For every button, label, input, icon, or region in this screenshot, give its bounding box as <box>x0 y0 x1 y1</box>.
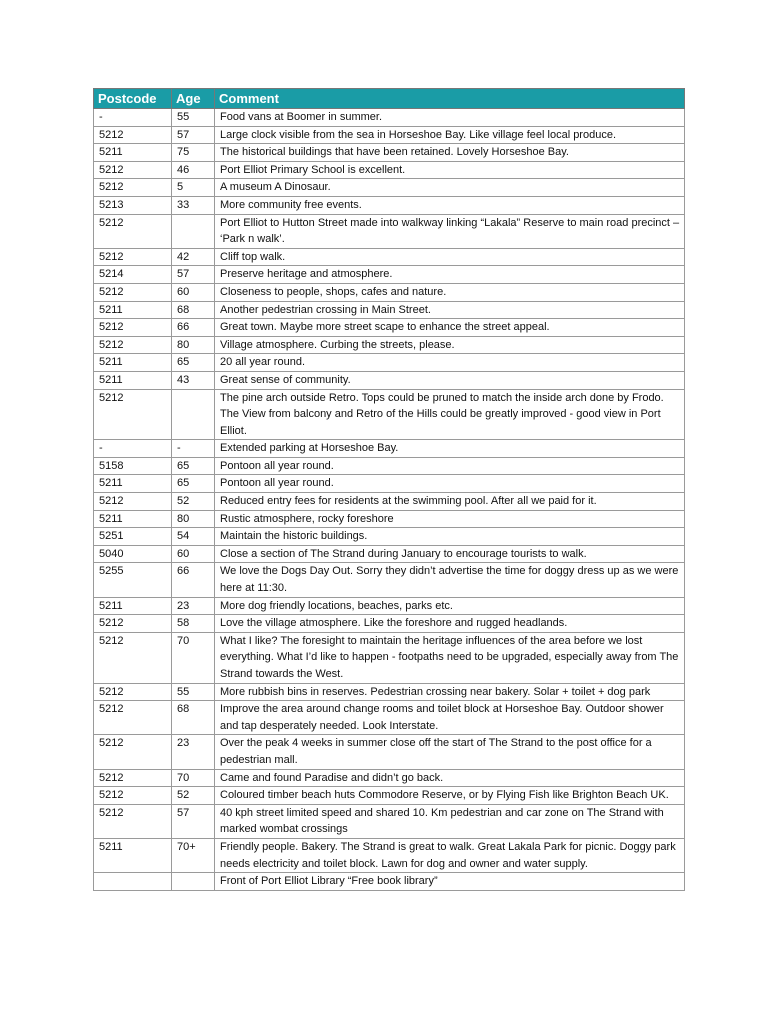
postcode-cell: 5211 <box>94 597 172 615</box>
comment-cell: Pontoon all year round. <box>215 457 685 475</box>
postcode-header: Postcode <box>94 89 172 109</box>
table-row <box>94 769 685 787</box>
comment-cell: What I like? The foresight to maintain the heritage influences of the area before we lost everything. What I’d like to happen - footpaths need to be upgraded, especially away from The Strand towards the West. <box>215 632 685 683</box>
postcode-cell: 5212 <box>94 493 172 511</box>
comment-cell: Reduced entry fees for residents at the swimming pool. After all we paid for it. <box>215 493 685 511</box>
header-row <box>94 89 685 109</box>
comment-cell: A museum A Dinosaur. <box>215 179 685 197</box>
postcode-cell: 5212 <box>94 283 172 301</box>
age-cell: 23 <box>172 735 215 769</box>
table-row <box>94 196 685 214</box>
comment-cell: The pine arch outside Retro. Tops could be pruned to match the inside arch done by Frodo. The View from balcony and Retro of the Hills could be greatly improved - good view in Port Elliot. <box>215 389 685 440</box>
comment-cell: Over the peak 4 weeks in summer close off the start of The Strand to the post office for a pedestrian mall. <box>215 735 685 769</box>
age-cell: 43 <box>172 371 215 389</box>
postcode-cell: 5040 <box>94 545 172 563</box>
postcode-cell: 5211 <box>94 301 172 319</box>
table-row <box>94 371 685 389</box>
comment-cell: The historical buildings that have been retained. Lovely Horseshoe Bay. <box>215 144 685 162</box>
table-row <box>94 319 685 337</box>
age-cell: 54 <box>172 528 215 546</box>
comment-cell: Came and found Paradise and didn’t go back. <box>215 769 685 787</box>
postcode-cell: 5212 <box>94 804 172 838</box>
age-cell: 52 <box>172 787 215 805</box>
postcode-cell: - <box>94 109 172 127</box>
postcode-cell: 5212 <box>94 179 172 197</box>
age-cell: 42 <box>172 248 215 266</box>
table-row <box>94 248 685 266</box>
postcode-cell: 5211 <box>94 354 172 372</box>
comment-cell: Great sense of community. <box>215 371 685 389</box>
table-row <box>94 214 685 248</box>
comment-cell: Rustic atmosphere, rocky foreshore <box>215 510 685 528</box>
age-cell: 46 <box>172 161 215 179</box>
table-row <box>94 475 685 493</box>
table-row <box>94 283 685 301</box>
table-body <box>94 109 685 891</box>
age-cell: 80 <box>172 336 215 354</box>
comment-cell: Great town. Maybe more street scape to enhance the street appeal. <box>215 319 685 337</box>
comment-cell: Port Elliot Primary School is excellent. <box>215 161 685 179</box>
postcode-cell: 5251 <box>94 528 172 546</box>
table-row <box>94 615 685 633</box>
table-row <box>94 389 685 440</box>
comment-cell: Close a section of The Strand during January to encourage tourists to walk. <box>215 545 685 563</box>
comment-cell: Another pedestrian crossing in Main Street. <box>215 301 685 319</box>
comment-cell: Maintain the historic buildings. <box>215 528 685 546</box>
age-cell: 52 <box>172 493 215 511</box>
comment-cell: Improve the area around change rooms and toilet block at Horseshoe Bay. Outdoor shower and tap desperately needed. Look Interstate. <box>215 701 685 735</box>
age-cell: 57 <box>172 126 215 144</box>
table-row <box>94 144 685 162</box>
comment-cell: We love the Dogs Day Out. Sorry they didn’t advertise the time for doggy dress up as we were here at 11:30. <box>215 563 685 597</box>
postcode-cell <box>94 873 172 891</box>
comment-cell: Love the village atmosphere. Like the foreshore and rugged headlands. <box>215 615 685 633</box>
postcode-cell: 5212 <box>94 683 172 701</box>
age-cell: 75 <box>172 144 215 162</box>
age-cell: 5 <box>172 179 215 197</box>
comment-cell: More community free events. <box>215 196 685 214</box>
postcode-cell: 5255 <box>94 563 172 597</box>
comment-cell: 40 kph street limited speed and shared 10. Km pedestrian and car zone on The Strand with marked wombat crossings <box>215 804 685 838</box>
table-row <box>94 354 685 372</box>
comment-cell: Coloured timber beach huts Commodore Reserve, or by Flying Fish like Brighton Beach UK. <box>215 787 685 805</box>
age-cell: 55 <box>172 683 215 701</box>
table-row <box>94 735 685 769</box>
age-cell: 70 <box>172 769 215 787</box>
comment-cell: Friendly people. Bakery. The Strand is great to walk. Great Lakala Park for picnic. Doggy park needs electricity and toilet block. Lawn for dog and owner and water supply. <box>215 838 685 872</box>
postcode-cell: 5214 <box>94 266 172 284</box>
age-cell <box>172 214 215 248</box>
table-row <box>94 126 685 144</box>
age-cell: 23 <box>172 597 215 615</box>
age-cell: 57 <box>172 266 215 284</box>
table-row <box>94 161 685 179</box>
comment-cell: More rubbish bins in reserves. Pedestrian crossing near bakery. Solar + toilet + dog park <box>215 683 685 701</box>
age-cell: 60 <box>172 545 215 563</box>
table-row <box>94 336 685 354</box>
age-header: Age <box>172 89 215 109</box>
age-cell: 70+ <box>172 838 215 872</box>
table-row <box>94 510 685 528</box>
comment-cell: More dog friendly locations, beaches, parks etc. <box>215 597 685 615</box>
comment-cell: Front of Port Elliot Library “Free book library” <box>215 873 685 891</box>
comment-cell: Village atmosphere. Curbing the streets, please. <box>215 336 685 354</box>
comment-header: Comment <box>215 89 685 109</box>
age-cell: 65 <box>172 475 215 493</box>
postcode-cell: 5212 <box>94 389 172 440</box>
table-row <box>94 266 685 284</box>
postcode-cell: 5212 <box>94 735 172 769</box>
postcode-cell: 5212 <box>94 248 172 266</box>
comment-cell: 20 all year round. <box>215 354 685 372</box>
postcode-cell: 5212 <box>94 787 172 805</box>
postcode-cell: 5211 <box>94 475 172 493</box>
table-row <box>94 457 685 475</box>
postcode-cell: 5158 <box>94 457 172 475</box>
age-cell: 66 <box>172 563 215 597</box>
postcode-cell: 5211 <box>94 144 172 162</box>
table-row <box>94 838 685 872</box>
comment-cell: Food vans at Boomer in summer. <box>215 109 685 127</box>
age-cell: 65 <box>172 457 215 475</box>
table-row <box>94 701 685 735</box>
postcode-cell: - <box>94 440 172 458</box>
postcode-cell: 5212 <box>94 769 172 787</box>
comment-cell: Cliff top walk. <box>215 248 685 266</box>
age-cell: 55 <box>172 109 215 127</box>
age-cell: 70 <box>172 632 215 683</box>
comment-cell: Pontoon all year round. <box>215 475 685 493</box>
postcode-cell: 5212 <box>94 336 172 354</box>
table-row <box>94 545 685 563</box>
age-cell: 68 <box>172 701 215 735</box>
table-row <box>94 301 685 319</box>
postcode-cell: 5212 <box>94 161 172 179</box>
age-cell: 68 <box>172 301 215 319</box>
age-cell: 80 <box>172 510 215 528</box>
table-row <box>94 632 685 683</box>
table-row <box>94 597 685 615</box>
table-row <box>94 563 685 597</box>
table-row <box>94 683 685 701</box>
comment-cell: Port Elliot to Hutton Street made into walkway linking “Lakala” Reserve to main road precinct – ‘Park n walk’. <box>215 214 685 248</box>
age-cell: 57 <box>172 804 215 838</box>
postcode-cell: 5211 <box>94 510 172 528</box>
table-row <box>94 873 685 891</box>
table-row <box>94 109 685 127</box>
postcode-cell: 5211 <box>94 838 172 872</box>
postcode-cell: 5213 <box>94 196 172 214</box>
postcode-cell: 5212 <box>94 319 172 337</box>
age-cell <box>172 389 215 440</box>
postcode-cell: 5212 <box>94 615 172 633</box>
comment-cell: Closeness to people, shops, cafes and nature. <box>215 283 685 301</box>
age-cell: - <box>172 440 215 458</box>
age-cell: 60 <box>172 283 215 301</box>
table-row <box>94 493 685 511</box>
age-cell: 58 <box>172 615 215 633</box>
postcode-cell: 5212 <box>94 632 172 683</box>
table-row <box>94 528 685 546</box>
age-cell: 33 <box>172 196 215 214</box>
postcode-cell: 5212 <box>94 214 172 248</box>
postcode-cell: 5212 <box>94 126 172 144</box>
postcode-cell: 5212 <box>94 701 172 735</box>
comment-cell: Preserve heritage and atmosphere. <box>215 266 685 284</box>
table-row <box>94 440 685 458</box>
age-cell: 65 <box>172 354 215 372</box>
age-cell <box>172 873 215 891</box>
postcode-cell: 5211 <box>94 371 172 389</box>
table-row <box>94 179 685 197</box>
comment-cell: Extended parking at Horseshoe Bay. <box>215 440 685 458</box>
comment-cell: Large clock visible from the sea in Horseshoe Bay. Like village feel local produce. <box>215 126 685 144</box>
age-cell: 66 <box>172 319 215 337</box>
comments-table <box>93 88 685 891</box>
table-row <box>94 804 685 838</box>
table-row <box>94 787 685 805</box>
